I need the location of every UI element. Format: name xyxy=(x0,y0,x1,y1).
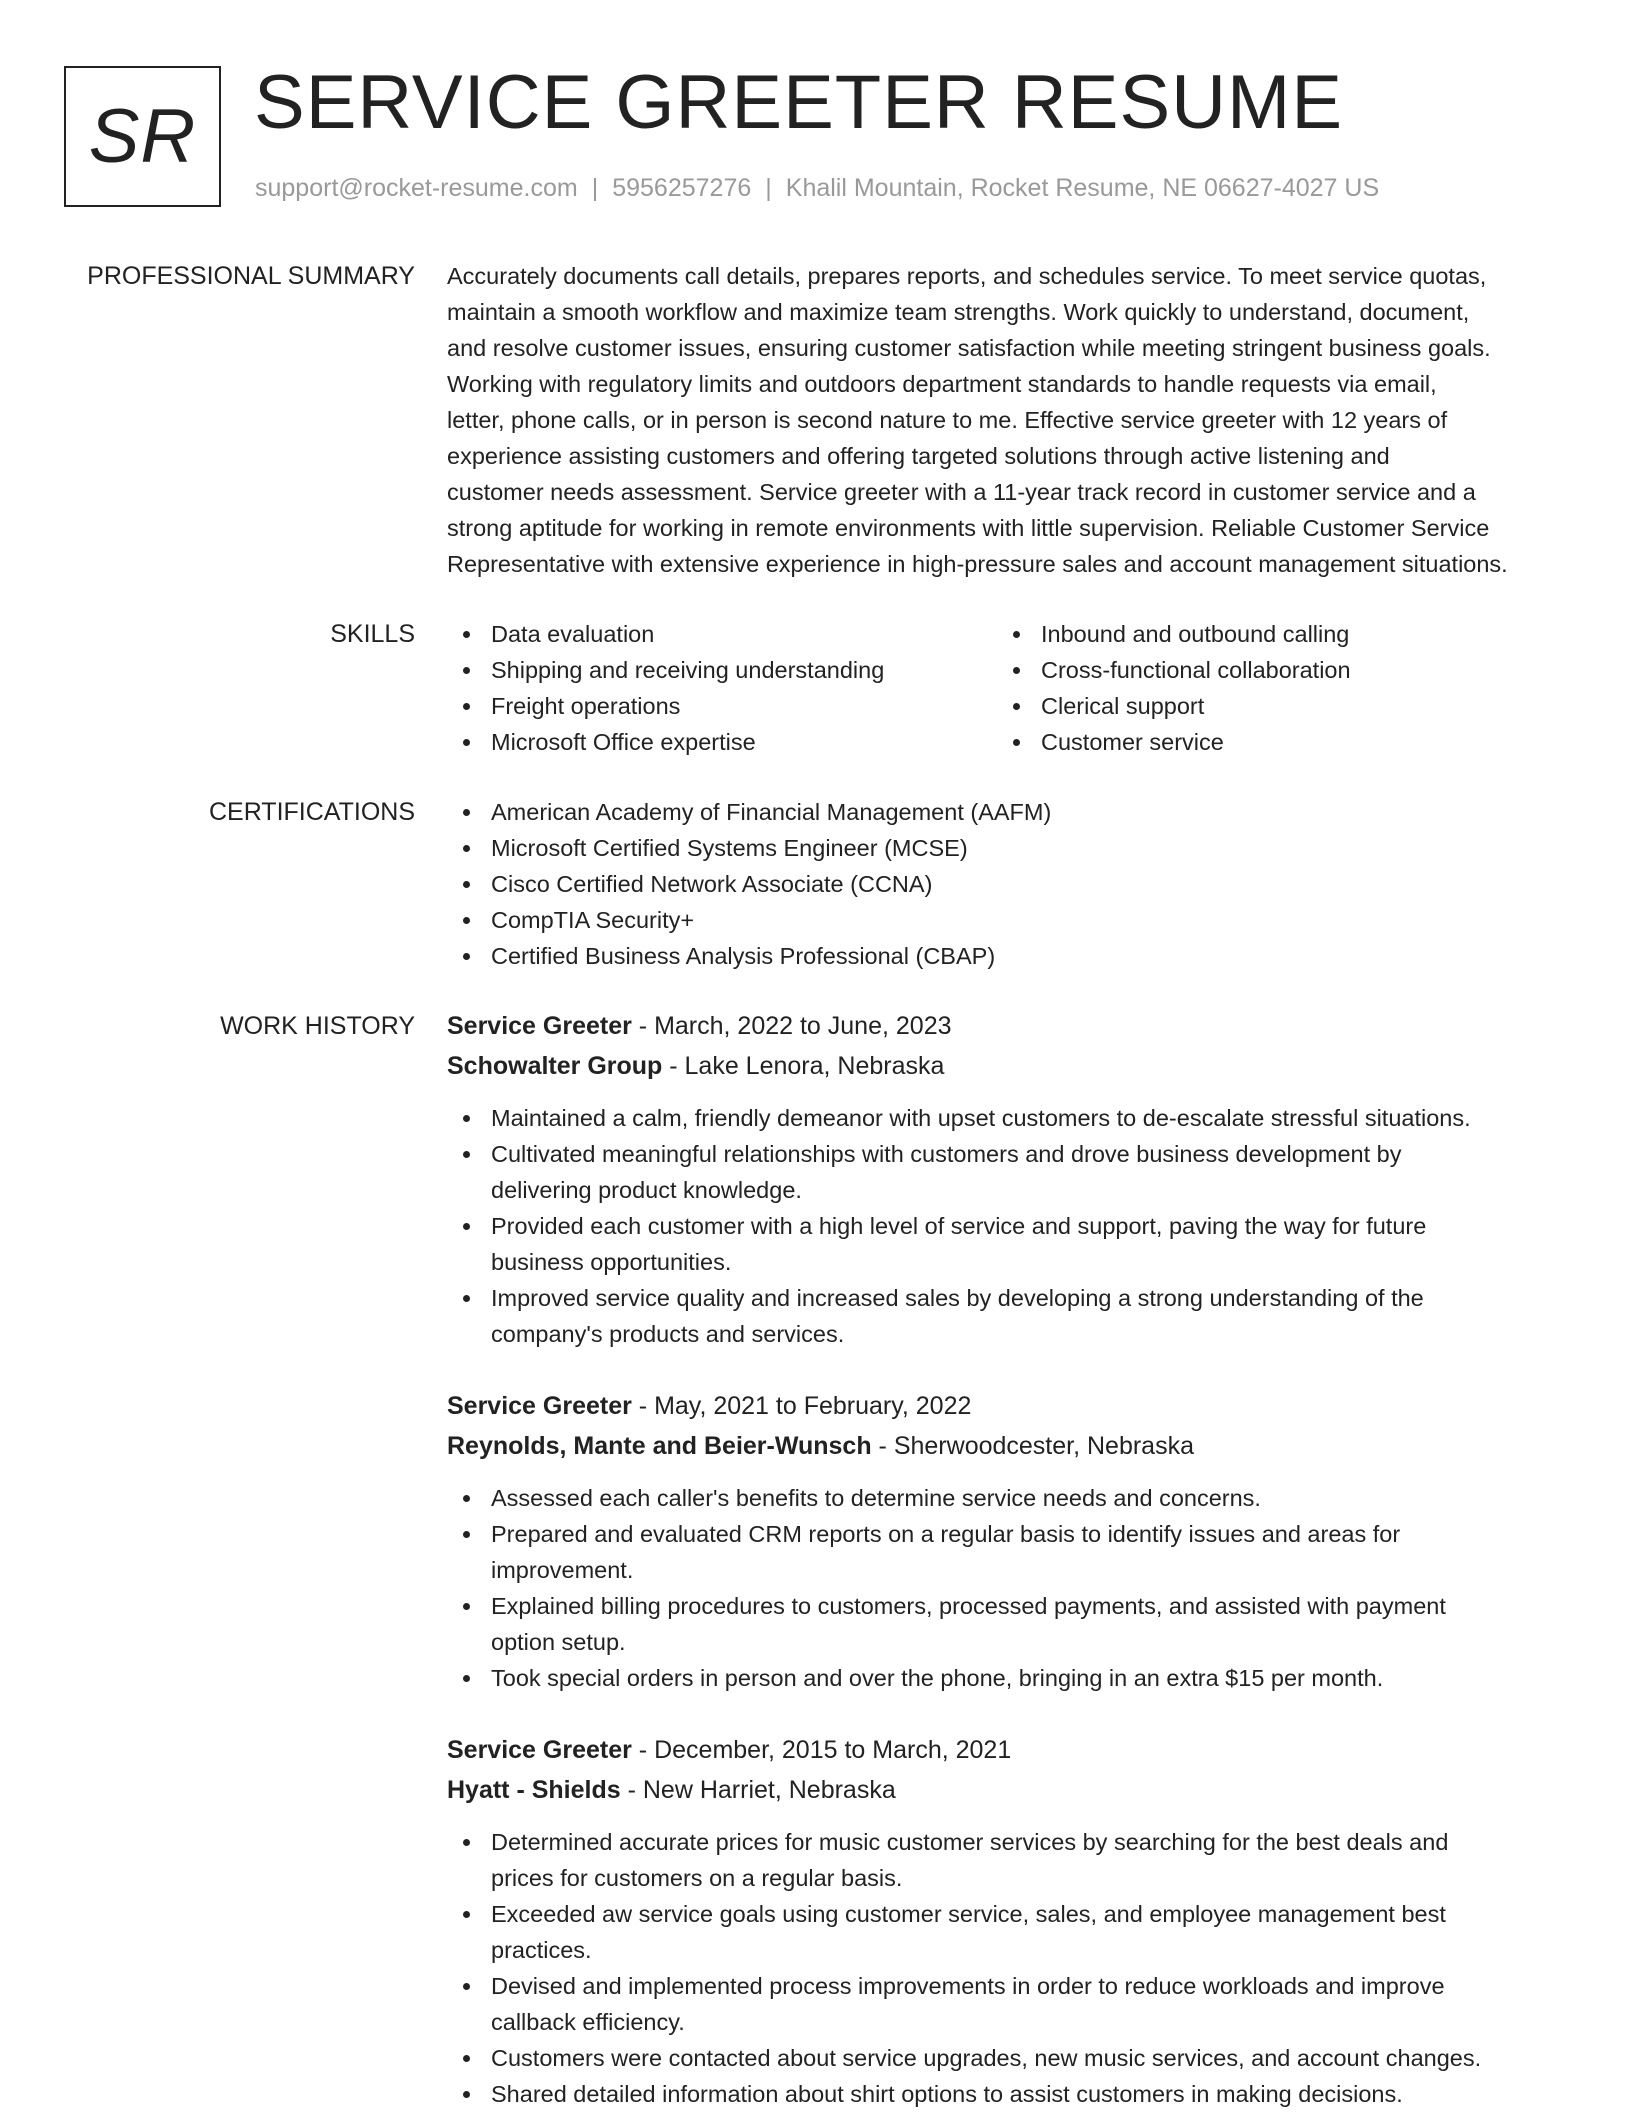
job-duty-line: callback efficiency. xyxy=(491,2009,685,2035)
job-duty-line: Devised and implemented process improvements in order to reduce workloads and improve xyxy=(491,1973,1445,1999)
job-title: Service Greeter xyxy=(447,1012,632,1040)
skill-item: Freight operations xyxy=(447,688,997,724)
job-title-line xyxy=(447,1006,1567,1046)
skill-item: Cross-functional collaboration xyxy=(997,652,1547,688)
job-duty-line: Took special orders in person and over the phone, bringing in an extra $15 per month. xyxy=(491,1665,1384,1691)
job-duty-line: Exceeded aw service goals using customer service, sales, and employee management best xyxy=(491,1901,1446,1927)
job-duty-line: delivering product knowledge. xyxy=(491,1177,802,1203)
job-location: - Sherwoodcester, Nebraska xyxy=(871,1432,1194,1460)
summary-line: Representative with extensive experience in high-pressure sales and account management situations. xyxy=(447,551,1508,577)
contact-phone: 5956257276 xyxy=(612,174,752,202)
skill-item: Customer service xyxy=(997,724,1547,760)
job-duty-line: improvement. xyxy=(491,1557,634,1583)
skill-item: Inbound and outbound calling xyxy=(997,616,1547,652)
skill-item: Shipping and receiving understanding xyxy=(447,652,997,688)
certifications-list xyxy=(447,794,1567,974)
job-location: - New Harriet, Nebraska xyxy=(620,1776,896,1804)
summary-line: Accurately documents call details, prepares reports, and schedules service. To meet service quotas, xyxy=(447,263,1487,289)
job-duty-line: company's products and services. xyxy=(491,1321,845,1347)
contact-email: support@rocket-resume.com xyxy=(255,174,578,202)
job-duty-line: Improved service quality and increased sales by developing a strong understanding of the xyxy=(491,1285,1424,1311)
job-company-line xyxy=(447,1046,1567,1086)
job-duties-list xyxy=(447,1824,1567,2112)
job-duty xyxy=(447,1136,1567,1208)
job-duty xyxy=(447,2040,1567,2076)
job-duty xyxy=(447,1280,1567,1352)
monogram-badge: SR xyxy=(64,66,221,207)
job-entry xyxy=(447,1386,1567,1696)
job-duty xyxy=(447,1480,1567,1516)
job-company-line xyxy=(447,1426,1567,1466)
job-duty-line: Shared detailed information about shirt options to assist customers in making decisions. xyxy=(491,2081,1403,2107)
job-duty xyxy=(447,1968,1567,2040)
certification-item: CompTIA Security+ xyxy=(447,902,1567,938)
skills-list-right xyxy=(997,616,1547,760)
job-location: - Lake Lenora, Nebraska xyxy=(662,1052,945,1080)
job-duty xyxy=(447,1588,1567,1660)
certification-item: Microsoft Certified Systems Engineer (MCSE) xyxy=(447,830,1567,866)
job-duty-line: practices. xyxy=(491,1937,592,1963)
summary-line: strong aptitude for working in remote environments with little supervision. Reliable Customer Service xyxy=(447,515,1490,541)
contact-separator: | xyxy=(765,174,772,202)
summary-line: and resolve customer issues, ensuring customer satisfaction while meeting stringent business goals. xyxy=(447,335,1491,361)
section-label-skills: SKILLS xyxy=(330,620,415,648)
summary-line: customer needs assessment. Service greeter with a 11-year track record in customer service and a xyxy=(447,479,1476,505)
job-duty-line: Explained billing procedures to customers, processed payments, and assisted with payment xyxy=(491,1593,1446,1619)
skill-item: Data evaluation xyxy=(447,616,997,652)
contact-separator: | xyxy=(591,174,599,202)
job-duty-line: Customers were contacted about service upgrades, new music services, and account changes. xyxy=(491,2045,1482,2071)
job-duties-list xyxy=(447,1100,1567,1352)
job-entry xyxy=(447,1006,1567,1352)
job-company-line xyxy=(447,1770,1567,1810)
section-label-summary: PROFESSIONAL SUMMARY xyxy=(87,262,415,290)
job-duty xyxy=(447,2076,1567,2112)
skills-body xyxy=(447,616,1567,760)
certification-item: Cisco Certified Network Associate (CCNA) xyxy=(447,866,1567,902)
section-label-work-history: WORK HISTORY xyxy=(220,1012,415,1040)
summary-line: letter, phone calls, or in person is second nature to me. Effective service greeter with 12 years of xyxy=(447,407,1448,433)
job-dates: - May, 2021 to February, 2022 xyxy=(631,1392,972,1420)
job-duty xyxy=(447,1896,1567,1968)
contact-line xyxy=(255,174,1379,203)
resume-title: SERVICE GREETER RESUME xyxy=(254,60,1344,145)
job-duty-line: Determined accurate prices for music customer services by searching for the best deals and xyxy=(491,1829,1449,1855)
job-duty-line: Maintained a calm, friendly demeanor with upset customers to de-escalate stressful situations. xyxy=(491,1105,1471,1131)
job-title-line xyxy=(447,1386,1567,1426)
job-duty xyxy=(447,1824,1567,1896)
summary-text xyxy=(447,258,1567,582)
certifications-body xyxy=(447,794,1567,974)
summary-line: experience assisting customers and offering targeted solutions through active listening and xyxy=(447,443,1390,469)
job-company: Hyatt - Shields xyxy=(447,1776,621,1804)
job-duties-list xyxy=(447,1480,1567,1696)
job-duty xyxy=(447,1100,1567,1136)
summary-line: maintain a smooth workflow and maximize team strengths. Work quickly to understand, document, xyxy=(447,299,1470,325)
summary-line: Working with regulatory limits and outdoors department standards to handle requests via email, xyxy=(447,371,1437,397)
section-label-certifications: CERTIFICATIONS xyxy=(208,798,415,826)
job-title-line xyxy=(447,1730,1567,1770)
certification-item: Certified Business Analysis Professional (CBAP) xyxy=(447,938,1567,974)
job-company: Schowalter Group xyxy=(447,1052,663,1080)
job-duty-line: Cultivated meaningful relationships with customers and drove business development by xyxy=(491,1141,1402,1167)
job-duty-line: Provided each customer with a high level of service and support, paving the way for future xyxy=(491,1213,1427,1239)
job-duty xyxy=(447,1208,1567,1280)
job-duty-line: Prepared and evaluated CRM reports on a regular basis to identify issues and areas for xyxy=(491,1521,1401,1547)
job-company: Reynolds, Mante and Beier-Wunsch xyxy=(447,1432,872,1460)
skill-item: Microsoft Office expertise xyxy=(447,724,997,760)
job-duty-line: business opportunities. xyxy=(491,1249,732,1275)
job-duty-line: prices for customers on a regular basis. xyxy=(491,1865,903,1891)
job-duty xyxy=(447,1516,1567,1588)
skills-list-left xyxy=(447,616,997,760)
skill-item: Clerical support xyxy=(997,688,1547,724)
certification-item: American Academy of Financial Management (AAFM) xyxy=(447,794,1567,830)
skills-columns xyxy=(447,616,1567,760)
job-dates: - March, 2022 to June, 2023 xyxy=(631,1012,952,1040)
job-title: Service Greeter xyxy=(447,1736,632,1764)
job-entry xyxy=(447,1730,1567,2112)
job-duty-line: Assessed each caller's benefits to determine service needs and concerns. xyxy=(491,1485,1261,1511)
job-title: Service Greeter xyxy=(447,1392,632,1420)
job-duty-line: option setup. xyxy=(491,1629,626,1655)
job-dates: - December, 2015 to March, 2021 xyxy=(631,1736,1012,1764)
contact-address: Khalil Mountain, Rocket Resume, NE 06627-4027 US xyxy=(785,174,1380,202)
job-duty xyxy=(447,1660,1567,1696)
